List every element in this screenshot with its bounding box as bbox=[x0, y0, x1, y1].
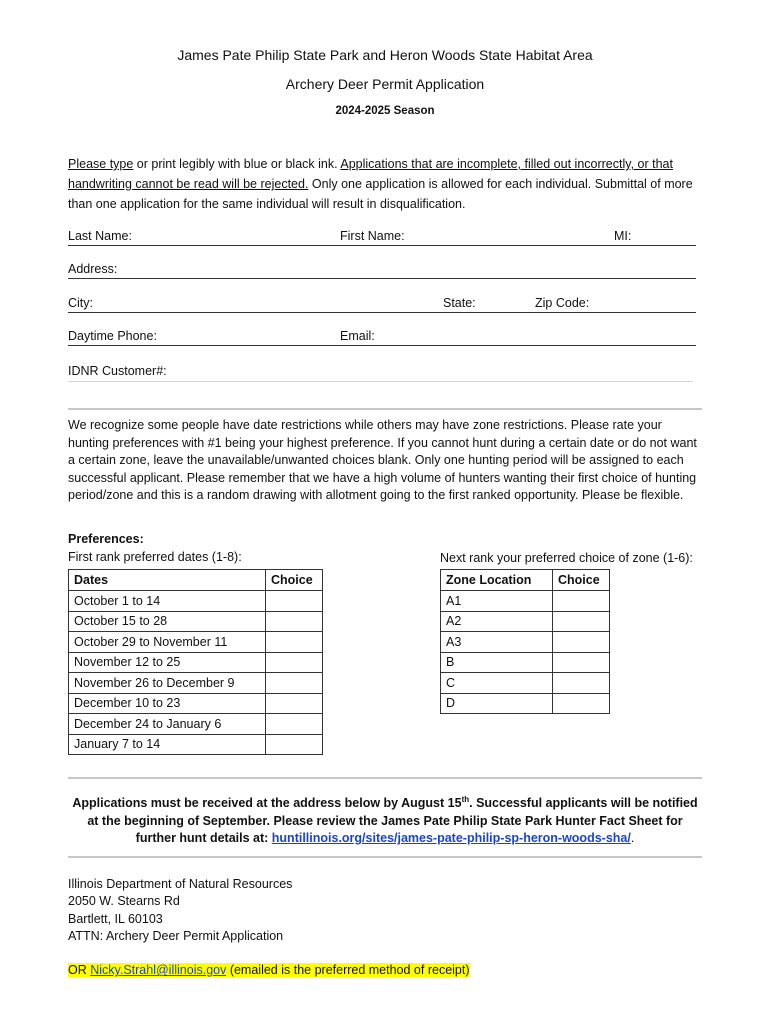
section-divider bbox=[68, 408, 702, 410]
table-row bbox=[441, 591, 610, 612]
mi-label: MI: bbox=[614, 229, 632, 243]
choice-cell[interactable] bbox=[266, 693, 323, 714]
zone-instruction: Next rank your preferred choice of zone (1-6): bbox=[440, 551, 693, 565]
email-suffix: (emailed is the preferred method of receipt) bbox=[226, 963, 470, 978]
date-range: October 29 to November 11 bbox=[69, 632, 266, 653]
choice-cell[interactable] bbox=[553, 632, 610, 653]
address-label: Address: bbox=[68, 262, 118, 276]
date-range: November 26 to December 9 bbox=[69, 673, 266, 694]
table-row bbox=[69, 652, 323, 673]
city-row[interactable] bbox=[68, 296, 696, 313]
email-label: Email: bbox=[340, 329, 375, 343]
season-label: 2024-2025 Season bbox=[335, 105, 435, 117]
date-range: November 12 to 25 bbox=[69, 652, 266, 673]
intro-text-2: Only one application is allowed for each individual. Submittal of more than one application for the same individual will result in disqualification. bbox=[68, 177, 693, 211]
table-row bbox=[441, 611, 610, 632]
choice-cell[interactable] bbox=[553, 591, 610, 612]
choice-cell[interactable] bbox=[266, 673, 323, 694]
table-row bbox=[69, 673, 323, 694]
name-row[interactable] bbox=[68, 229, 696, 246]
choice-cell[interactable] bbox=[553, 693, 610, 714]
zone-table bbox=[440, 569, 610, 714]
date-range: December 24 to January 6 bbox=[69, 714, 266, 735]
choice-cell[interactable] bbox=[266, 734, 323, 755]
city-label: City: bbox=[68, 296, 93, 310]
zone-location: A2 bbox=[441, 611, 553, 632]
address-line-2: 2050 W. Stearns Rd bbox=[68, 894, 180, 909]
dates-header: Dates bbox=[69, 570, 266, 591]
choice-cell[interactable] bbox=[266, 591, 323, 612]
preferences-paragraph: We recognize some people have date restrictions while others may have zone restrictions. Please rate your hunting preferences with #1 being your highest preference. If you cannot hunt during a certain date or do not want a certain zone, leave the unavailable/unwanted choices blank. Only one hunting period will be assigned to each successful applicant. Please remember that we have a high volume of hunters wanting their first choice of hunting period/zone and this is a random drawing with allotment going to the first ranked opportunity. Please be flexible. bbox=[68, 418, 697, 502]
date-range: December 10 to 23 bbox=[69, 693, 266, 714]
dates-instruction: First rank preferred dates (1-8): bbox=[68, 550, 242, 564]
idnr-line[interactable] bbox=[68, 381, 693, 382]
date-range: January 7 to 14 bbox=[69, 734, 266, 755]
table-row bbox=[69, 591, 323, 612]
email-link[interactable]: Nicky.Strahl@illinois.gov bbox=[90, 963, 227, 978]
address-line-4: ATTN: Archery Deer Permit Application bbox=[68, 928, 284, 943]
table-row bbox=[441, 693, 610, 714]
zone-choice-header: Choice bbox=[553, 570, 610, 591]
daytime-phone-label: Daytime Phone: bbox=[68, 329, 157, 343]
zip-code-label: Zip Code: bbox=[535, 296, 590, 310]
table-row bbox=[441, 673, 610, 694]
table-row bbox=[69, 714, 323, 735]
choice-cell[interactable] bbox=[553, 673, 610, 694]
table-row bbox=[69, 734, 323, 755]
intro-paragraph bbox=[68, 154, 708, 214]
zone-location: B bbox=[441, 652, 553, 673]
intro-underlined-2: Applications that are incomplete, filled out incorrectly, or that handwriting cannot be read will be rejected. bbox=[68, 157, 673, 191]
table-row bbox=[441, 652, 610, 673]
notice-text-2: . Successful applicants will be notified at the beginning of September. Please review the James Pate Philip State Park Hunter Fact Sheet for further hunt details at: bbox=[87, 796, 698, 846]
deadline-notice bbox=[68, 791, 702, 848]
first-name-label: First Name: bbox=[340, 229, 405, 243]
address-line-3: Bartlett, IL 60103 bbox=[68, 911, 163, 926]
dates-table bbox=[68, 569, 323, 755]
section-divider bbox=[68, 856, 702, 858]
intro-text-1: or print legibly with blue or black ink. bbox=[133, 157, 341, 171]
address-line-1: Illinois Department of Natural Resources bbox=[68, 877, 293, 891]
idnr-customer-label: IDNR Customer#: bbox=[68, 364, 167, 378]
section-divider bbox=[68, 777, 702, 779]
choice-cell[interactable] bbox=[553, 652, 610, 673]
or-prefix: OR bbox=[68, 963, 91, 978]
choice-cell[interactable] bbox=[266, 611, 323, 632]
preferences-heading: Preferences: bbox=[68, 532, 144, 546]
notice-text-1: Applications must be received at the address below by August 15 bbox=[72, 796, 462, 811]
document-title: James Pate Philip State Park and Heron Woods State Habitat Area bbox=[177, 47, 593, 63]
last-name-label: Last Name: bbox=[68, 229, 132, 243]
date-range: October 15 to 28 bbox=[69, 611, 266, 632]
document-subtitle: Archery Deer Permit Application bbox=[285, 76, 485, 92]
contact-row[interactable] bbox=[68, 329, 696, 346]
notice-end: . bbox=[630, 831, 635, 846]
zone-location: A1 bbox=[441, 591, 553, 612]
choice-cell[interactable] bbox=[266, 714, 323, 735]
choice-cell[interactable] bbox=[266, 632, 323, 653]
address-row[interactable] bbox=[68, 262, 696, 279]
choice-cell[interactable] bbox=[266, 652, 323, 673]
state-label: State: bbox=[443, 296, 476, 310]
zone-location-header: Zone Location bbox=[441, 570, 553, 591]
intro-underlined-1: Please type bbox=[68, 157, 134, 171]
zone-location: D bbox=[441, 693, 553, 714]
table-row bbox=[69, 611, 323, 632]
table-row bbox=[69, 632, 323, 653]
date-range: October 1 to 14 bbox=[69, 591, 266, 612]
zone-location: A3 bbox=[441, 632, 553, 653]
mailing-address bbox=[68, 876, 470, 979]
dates-choice-header: Choice bbox=[266, 570, 323, 591]
zone-location: C bbox=[441, 673, 553, 694]
notice-superscript: th bbox=[461, 795, 470, 804]
table-row bbox=[441, 632, 610, 653]
table-row bbox=[69, 693, 323, 714]
email-submission-line bbox=[68, 962, 470, 979]
hunt-details-link[interactable]: huntillinois.org/sites/james-pate-philip-sp-heron-woods-sha/ bbox=[271, 831, 631, 846]
choice-cell[interactable] bbox=[553, 611, 610, 632]
